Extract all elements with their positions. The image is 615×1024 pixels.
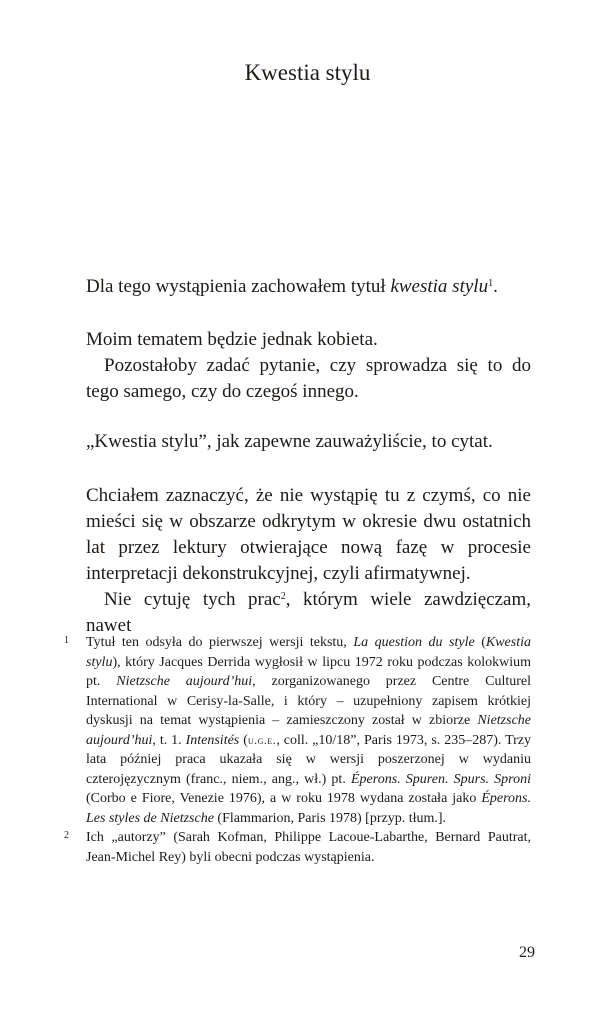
footnote-1-smallcaps: u.g.e. — [247, 732, 277, 747]
footnote-1-text-f: ( — [239, 732, 248, 748]
footnote-1-italic-d: Nietzsche aujourd’hui — [86, 713, 531, 748]
footnotes — [64, 633, 532, 867]
paragraph-5-block — [86, 483, 531, 639]
footnote-1-text-c: ), który Jacques Derrida wygłosił w lipcu 1972 roku podczas kolokwium pt. — [86, 654, 531, 689]
paragraph-1 — [86, 274, 531, 300]
footnote-1-italic-e: Intensités — [185, 732, 240, 748]
footnote-1-text-g: , coll. „10/18”, Paris 1973, s. 235–287). Trzy lata później praca ukazała się w wersji poszerzonej w wydaniu czterojęzycznym (franc., niem., ang., wł.) pt. — [86, 732, 531, 787]
paragraph-6-text: Nie cytuję tych prac — [104, 589, 281, 610]
paragraph-4: „Kwestia stylu”, jak zapewne zauważyliście, to cytat. — [86, 431, 493, 452]
footnote-1-text-a: Tytuł ten odsyła do pierwszej wersji tekstu, — [86, 635, 354, 650]
footnote-1-text-b: ( — [474, 635, 486, 650]
footnote-2-mark: 2 — [64, 830, 69, 841]
footnote-1-italic-f: Éperons. Spuren. Spurs. Sproni — [351, 771, 531, 787]
footnote-1-italic-a: La question du style — [353, 635, 475, 650]
footnote-1-italic-b: Kwestia stylu — [86, 635, 531, 670]
footnote-1-italic-g: Éperons. Les styles de Nietzsche — [86, 791, 531, 826]
paragraph-1-italic: kwestia stylu — [390, 276, 489, 297]
footnote-1-mark: 1 — [64, 635, 69, 646]
paragraph-1-text: Dla tego wystąpienia zachowałem tytuł — [86, 276, 391, 297]
footnote-1-text-h: (Corbo e Fiore, Venezie 1976), a w roku 1978 wydana została jako — [86, 791, 482, 806]
footnote-1-text-e: , t. 1. — [152, 732, 186, 748]
paragraph-4-block — [86, 429, 531, 455]
paragraph-6-end: , którym wiele zawdzięczam, nawet — [86, 589, 532, 636]
footnote-mark-1[interactable]: 1 — [488, 278, 494, 289]
footnote-mark-2[interactable]: 2 — [280, 591, 286, 602]
paragraph-3: Pozostałoby zadać pytanie, czy sprowadza się to do tego samego, czy do czegoś innego. — [86, 355, 531, 402]
paragraph-5: Chciałem zaznaczyć, że nie wystąpię tu z czymś, co nie mieści się w obszarze odkrytym w okresie dwu ostatnich lat przez lektury otwierające nową fazę w procesie interpretacji dekonstrukcyjnej, czyli afirmatywnej. — [86, 485, 531, 584]
footnote-1-text-d: , zorganizowanego przez Centre Culturel International w Cerisy-la-Salle, i który – uzupełniony zapisem krótkiej dyskusji na temat wystąpienia – zamieszczony został w zbiorze — [86, 674, 532, 728]
footnote-1-italic-c: Nietzsche aujourd’hui — [116, 674, 253, 689]
footnote-1 — [64, 633, 532, 828]
footnote-2 — [64, 828, 531, 867]
paragraph-2: Moim tematem będzie jednak kobieta. — [86, 329, 378, 350]
paragraph-2-block — [86, 327, 531, 405]
paragraph-6 — [86, 587, 531, 639]
footnote-2-text: Ich „autorzy” (Sarah Kofman, Philippe Lacoue-Labarthe, Bernard Pautrat, Jean-Michel Rey) byli obecni podczas wystąpienia. — [86, 830, 531, 865]
footnote-1-text-i: (Flammarion, Paris 1978) [przyp. tłum.]. — [213, 810, 447, 826]
chapter-title: Kwestia stylu — [244, 60, 371, 85]
page-number: 29 — [519, 944, 535, 961]
paragraph-1-end: . — [493, 276, 498, 297]
